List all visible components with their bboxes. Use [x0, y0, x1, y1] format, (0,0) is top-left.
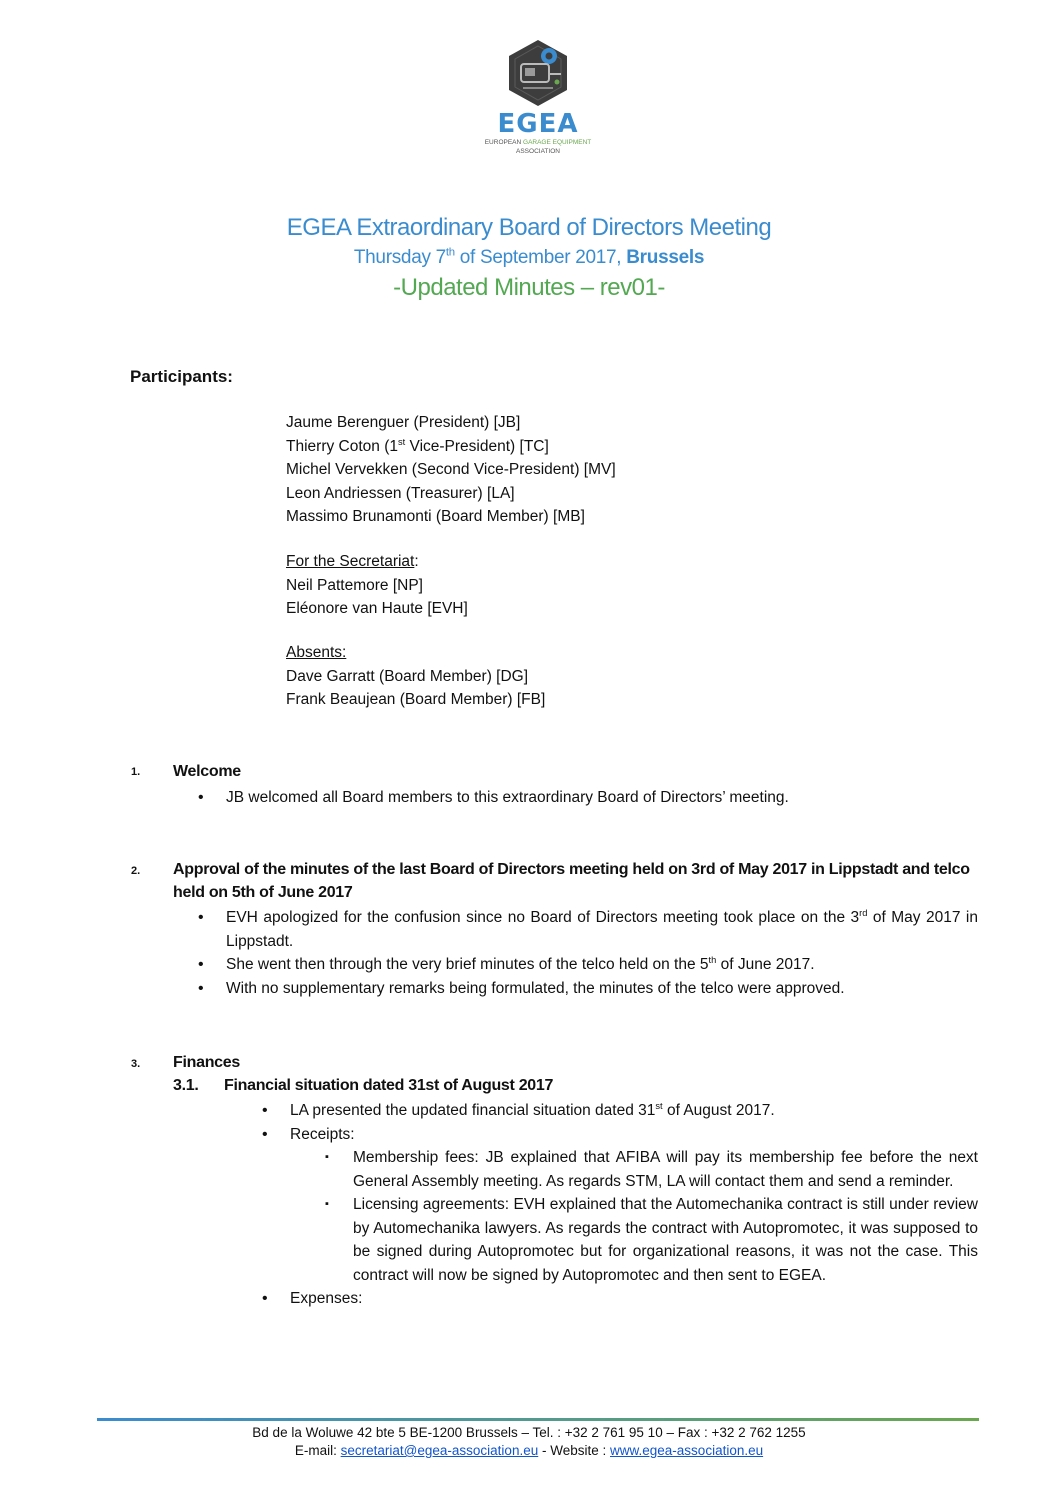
footer-address: Bd de la Woluwe 42 bte 5 BE-1200 Brussels – Tel. : +32 2 761 95 10 – Fax : +32 2 762 1255	[252, 1425, 806, 1440]
bullet-item: • EVH apologized for the confusion since no Board of Directors meeting took place on the 3rd of May 2017 in Lippstadt.	[198, 906, 978, 953]
participant-item: Jaume Berenguer (President) [JB]	[286, 414, 521, 431]
section-number: 2.	[131, 865, 141, 877]
participants-heading: Participants:	[130, 367, 233, 386]
egea-logo	[478, 38, 598, 156]
absent-item: Frank Beaujean (Board Member) [FB]	[286, 691, 546, 708]
email-link[interactable]: secretariat@egea-association.eu	[340, 1443, 539, 1458]
footer-divider	[97, 1418, 979, 1421]
bullet-item: • LA presented the updated financial situation dated 31st of August 2017.	[262, 1099, 978, 1123]
participant-item: Michel Vervekken (Second Vice-President) [MV]	[286, 461, 616, 478]
bullet-item: • She went then through the very brief minutes of the telco held on the 5th of June 2017.	[198, 953, 978, 977]
egea-hexagon-logo-icon	[503, 38, 573, 108]
title-block	[0, 212, 1058, 304]
subsection-title-financial-situation: Financial situation dated 31st of August 2017	[224, 1077, 554, 1094]
bullet-item: • Receipts: ▪ Membership fees: JB explained that AFIBA will pay its membership fee before the next General Assembly meeting. As regards STM, LA will contact them and send a reminder. ▪ Licensing agreements: EVH explained that the Automechanika contract is still under review by Automechanika lawyers. As regards the contract with Autopromotec, it was supposed to be signed during Autopromotec but for organizational reasons, it was not the case. This contract will now be signed by Autopromotec and then sent to EGEA.	[262, 1123, 978, 1288]
footer	[0, 1424, 1058, 1460]
receipt-item: ▪ Licensing agreements: EVH explained that the Automechanika contract is still under review by Automechanika lawyers. As regards the contract with Autopromotec, it was supposed to be signed during Autopromotec but for organizational reasons, it was not the case. This contract will now be signed by Autopromotec and then sent to EGEA.	[325, 1193, 978, 1287]
absents-heading: Absents:	[286, 644, 347, 661]
section-number: 1.	[131, 766, 141, 778]
logo-acronym: EGEA	[497, 109, 579, 139]
secretariat-item: Neil Pattemore [NP]	[286, 576, 423, 594]
section-title-finances: Finances	[173, 1054, 240, 1071]
document-subtitle: -Updated Minutes – rev01-	[393, 274, 665, 301]
finances-bullets	[262, 1099, 978, 1311]
section-number: 3.	[131, 1058, 141, 1070]
meeting-date: Thursday 7th of September 2017, Brussels	[353, 246, 705, 268]
absents-list	[286, 641, 545, 712]
bullet-item: • Expenses:	[262, 1287, 978, 1311]
participant-item: Massimo Brunamonti (Board Member) [MB]	[286, 508, 585, 525]
secretariat-item: Eléonore van Haute [EVH]	[286, 600, 468, 617]
bullet-item: • With no supplementary remarks being formulated, the minutes of the telco were approved.	[198, 977, 978, 1001]
approval-bullets	[198, 906, 978, 1000]
meeting-location: Brussels	[626, 247, 705, 268]
secretariat-heading: For the Secretariat:	[286, 553, 419, 570]
logo-association: ASSOCIATION	[516, 148, 560, 155]
footer-contact: E-mail: secretariat@egea-association.eu - Website : www.egea-association.eu	[294, 1443, 764, 1458]
receipt-item: ▪ Membership fees: JB explained that AFIBA will pay its membership fee before the next General Assembly meeting. As regards STM, LA will contact them and send a reminder.	[325, 1146, 978, 1193]
participant-item: Thierry Coton (1st Vice-President) [TC]	[286, 436, 549, 455]
participant-item: Leon Andriessen (Treasurer) [LA]	[286, 484, 515, 502]
subsection-number: 3.1.	[173, 1077, 199, 1094]
website-link[interactable]: www.egea-association.eu	[610, 1443, 764, 1458]
bullet-item: • JB welcomed all Board members to this extraordinary Board of Directors’ meeting.	[198, 786, 958, 810]
section-title-approval: Approval of the minutes of the last Board of Directors meeting held on 3rd of May 2017 in Lippstadt and telco held on 5th of June 2017	[173, 861, 970, 901]
document-title: EGEA Extraordinary Board of Directors Meeting	[286, 214, 772, 241]
participants-list	[286, 411, 616, 529]
section-title-welcome: Welcome	[173, 763, 241, 780]
logo-full-name: EUROPEAN GARAGE EQUIPMENT	[484, 139, 592, 146]
welcome-bullets	[198, 786, 958, 810]
secretariat-list	[286, 550, 468, 621]
receipts-list	[325, 1146, 978, 1287]
absent-item: Dave Garratt (Board Member) [DG]	[286, 667, 529, 685]
